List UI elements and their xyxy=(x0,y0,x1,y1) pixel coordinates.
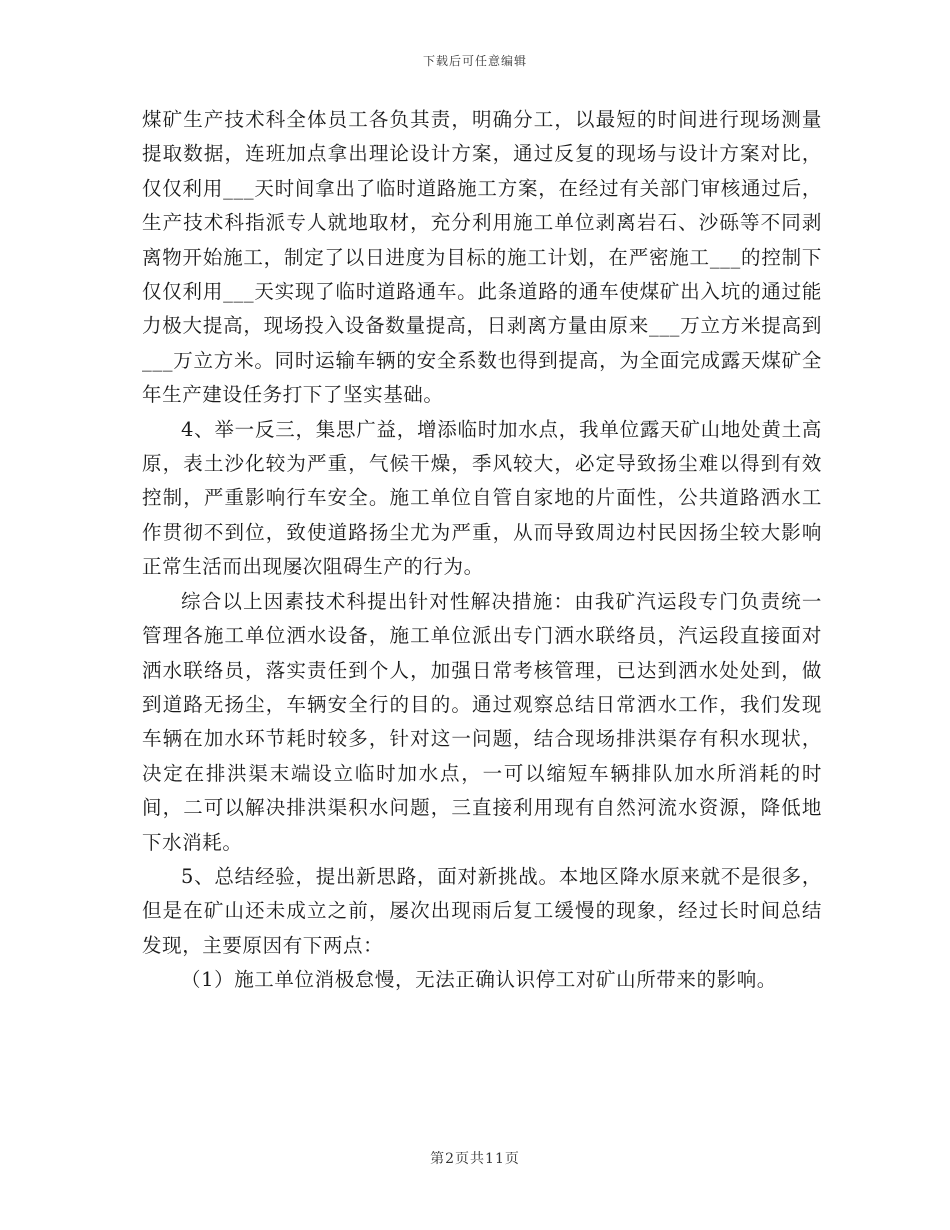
paragraph-continuation: 煤矿生产技术科全体员工各负其责，明确分工，以最短的时间进行现场测量提取数据，连班加点拿出理论设计方案，通过反复的现场与设计方案对比，仅仅利用___天时间拿出了临时道路施工方案，在经过有关部门审核通过后，生产技术科指派专人就地取材，充分利用施工单位剥离岩石、沙砾等不同剥离物开始施工，制定了以日进度为目标的施工计划，在严密施工___的控制下仅仅利用___天实现了临时道路通车。此条道路的通车使煤矿出入坑的通过能力极大提高，现场投入设备数量提高，日剥离方量由原来___万立方米提高到___万立方米。同时运输车辆的安全系数也得到提高，为全面完成露天煤矿全年生产建设任务打下了坚实基础。 xyxy=(142,108,822,407)
document-body xyxy=(142,103,822,998)
paragraph-subitem-1: （1）施工单位消极怠慢，无法正确认识停工对矿山所带来的影响。 xyxy=(181,968,777,992)
paragraph-item-5: 5、总结经验，提出新思路，面对新挑战。本地区降水原来就不是很多，但是在矿山还未成立之前，屡次出现雨后复工缓慢的现象，经过长时间总结发现，主要原因有下两点： xyxy=(142,864,822,957)
paragraph-measures: 综合以上因素技术科提出针对性解决措施：由我矿汽运段专门负责统一管理各施工单位洒水设备，施工单位派出专门洒水联络员，汽运段直接面对洒水联络员，落实责任到个人，加强日常考核管理，已达到洒水处处到，做到道路无扬尘，车辆安全行的目的。通过观察总结日常洒水工作，我们发现车辆在加水环节耗时较多，针对这一问题，结合现场排洪渠存有积水现状，决定在排洪渠末端设立临时加水点，一可以缩短车辆排队加水所消耗的时间，二可以解决排洪渠积水问题，三直接利用现有自然河流水资源，降低地下水消耗。 xyxy=(142,589,822,854)
page-footer: 第2页共11页 xyxy=(430,1151,520,1167)
paragraph-item-4: 4、举一反三，集思广益，增添临时加水点，我单位露天矿山地处黄土高原，表土沙化较为严重，气候干燥，季风较大，必定导致扬尘难以得到有效控制，严重影响行车安全。施工单位自管自家地的片面性，公共道路洒水工作贯彻不到位，致使道路扬尘尤为严重，从而导致周边村民因扬尘较大影响正常生活而出现屡次阻碍生产的行为。 xyxy=(142,417,822,579)
page-header: 下载后可任意编辑 xyxy=(422,54,527,68)
